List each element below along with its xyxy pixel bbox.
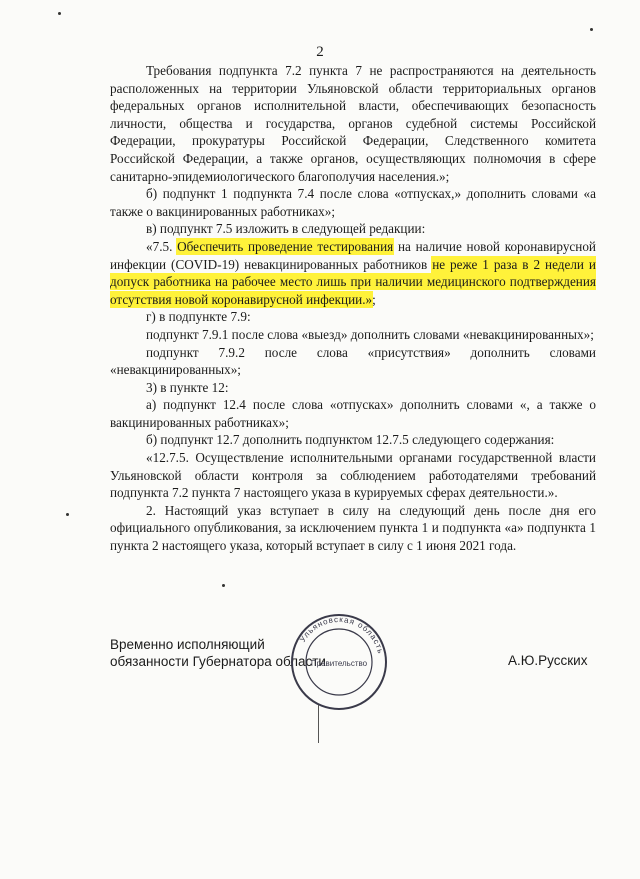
official-stamp-icon	[284, 612, 394, 712]
page-number: 2	[316, 44, 324, 60]
paragraph-prefix: «7.5.	[146, 238, 178, 254]
paragraph-middle: на наличие новой коронавирусной инфекции (COVID-19) невакцинированных работников	[110, 238, 596, 272]
paragraph: Требования подпункта 7.2 пункта 7 не распространяются на деятельность расположенных на территории Ульяновской области территориальных органов федеральных органов исполнительной власти, обеспечивающих безопасность личности, общества и государства, органов судебной системы Российской Федерации, прокуратуры Российской Федерации, Следственного комитета Российской Федерации, а также органов, осуществляющих полномочия в сфере санитарно-эпидемиологического благополучия населения.»;	[110, 63, 596, 184]
paragraph-suffix: ;	[372, 291, 376, 307]
document-body	[110, 62, 596, 555]
paragraph: б) подпункт 12.7 дополнить подпунктом 12.7.5 следующего содержания:	[146, 432, 555, 448]
scan-speck	[590, 28, 593, 31]
svg-text:Ульяновская область	[298, 615, 385, 655]
paragraph: подпункт 7.9.2 после слова «присутствия» дополнить словами «невакцинированных»;	[110, 344, 596, 378]
scan-speck	[58, 12, 61, 15]
signatory-name: А.Ю.Русских	[508, 653, 588, 668]
highlighted-text: не реже 1 раза в 2 недели и допуск работника на рабочее место лишь при наличии медицинского подтверждения отсутствия новой коронавирусной инфекции.»	[110, 256, 596, 307]
paragraph: 3) в пункте 12:	[146, 379, 229, 395]
paragraph: в) подпункт 7.5 изложить в следующей редакции:	[146, 221, 426, 237]
ink-mark	[318, 705, 319, 743]
scan-speck	[66, 513, 69, 516]
paragraph: г) в подпункте 7.9:	[146, 309, 251, 325]
paragraph-highlighted	[110, 238, 596, 308]
scan-speck	[222, 584, 225, 587]
paragraph: «12.7.5. Осуществление исполнительными органами государственной власти Ульяновской области контроля за соблюдением работодателями требований подпункта 7.2 пункта 7 настоящего указа в курируемых сферах деятельности.».	[110, 450, 596, 501]
paragraph: б) подпункт 1 подпункта 7.4 после слова «отпусках,» дополнить словами «а также о вакцинированных работниках»;	[110, 186, 596, 219]
paragraph: а) подпункт 12.4 после слова «отпусках» дополнить словами «, а также о вакцинированных работниках»;	[110, 397, 596, 430]
signatory-title-line2: обязанности Губернатора области	[110, 654, 326, 669]
paragraph: подпункт 7.9.1 после слова «выезд» дополнить словами «невакцинированных»;	[146, 326, 594, 342]
stamp-ring-text: Ульяновская область	[297, 614, 386, 656]
signatory-title-line1: Временно исполняющий	[110, 637, 265, 652]
highlighted-text: Обеспечить проведение тестирования	[177, 238, 394, 254]
paragraph: 2. Настоящий указ вступает в силу на следующий день после дня его официального опубликования, за исключением пункта 1 и подпункта «а» подпункта 1 пункта 2 настоящего указа, который вступает в силу с 1 июня 2021 года.	[110, 502, 596, 554]
stamp-center-text: Правительство	[310, 659, 368, 668]
